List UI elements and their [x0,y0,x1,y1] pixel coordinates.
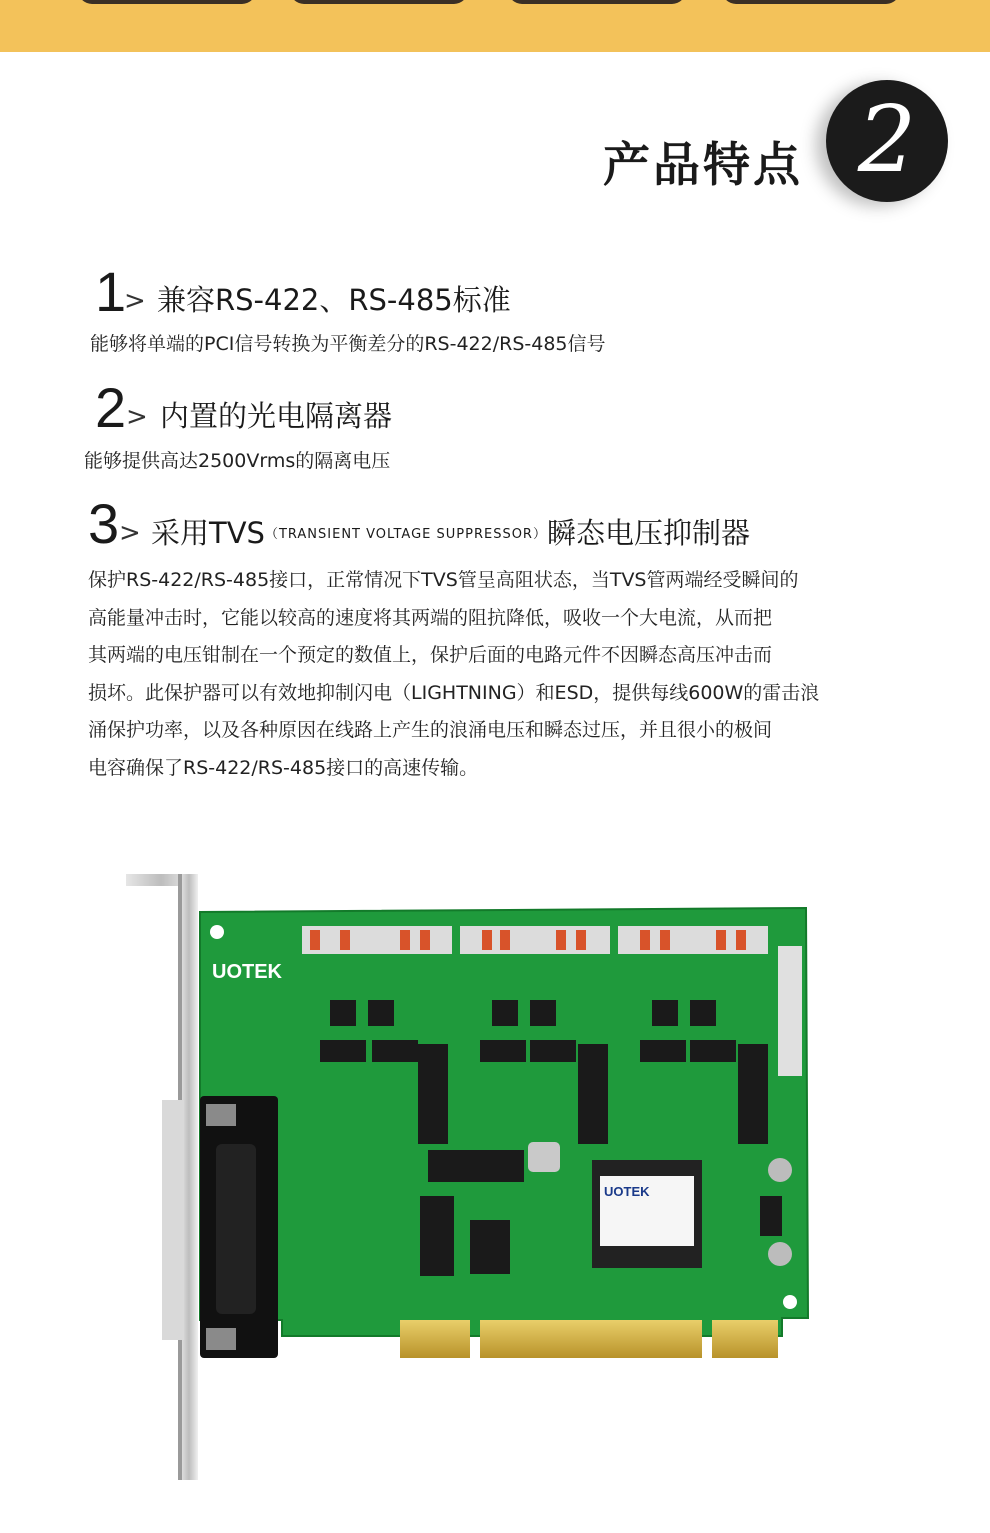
feature-3-desc-line: 其两端的电压钳制在一个预定的数值上，保护后面的电路元件不因瞬态高压冲击而 [88,644,773,667]
feature-3-desc-line: 保护RS-422/RS-485接口，正常情况下TVS管呈高阻状态，当TVS管两端经受瞬间的 [88,569,799,591]
section-title: 产品特点 [603,138,803,193]
feature-2-title: 内置的光电隔离器 [160,399,393,433]
feature-2-arrow: > [126,402,148,432]
feature-3-number: 3 [88,492,120,555]
feature-3-desc-line: 电容确保了RS-422/RS-485接口的高速传输。 [88,756,479,779]
gold-fingers [400,1320,778,1358]
feature-1-title: 兼容RS-422、RS-485标准 [157,283,511,317]
crystal-oscillator [528,1142,560,1172]
feature-3-title-tail: 瞬态电压抑制器 [546,516,750,550]
metal-bracket [126,874,198,1480]
feature-3-title-main: 采用TVS [151,516,265,550]
main-controller-chip [592,1160,702,1268]
section-number: 2 [857,86,917,193]
db-connector [200,1096,278,1358]
feature-3-desc-line: 损坏。此保护器可以有效地抑制闪电（LIGHTNING）和ESD，提供每线600W的雷击浪 [88,681,820,704]
feature-1-desc: 能够将单端的PCI信号转换为平衡差分的RS-422/RS-485信号 [90,333,606,355]
chip-brand-label: UOTEK [604,1184,650,1199]
feature-1-arrow: > [124,286,146,316]
board-brand-logo: UOTEK [212,961,282,983]
feature-3-desc-line: 涌保护功率，以及各种原因在线路上产生的浪涌电压和瞬态过压，并且很小的极间 [88,719,773,742]
feature-3-arrow: > [119,518,141,548]
feature-3-title-abbr: （TRANSIENT VOLTAGE SUPPRESSOR） [264,527,547,542]
feature-3-desc-line: 高能量冲击时，它能以较高的速度将其两端的阻抗降低，吸收一个大电流，从而把 [88,606,773,629]
feature-2-number: 2 [95,376,127,439]
feature-1-number: 1 [95,260,127,323]
feature-2-desc: 能够提供高达2500Vrms的隔离电压 [84,450,391,472]
